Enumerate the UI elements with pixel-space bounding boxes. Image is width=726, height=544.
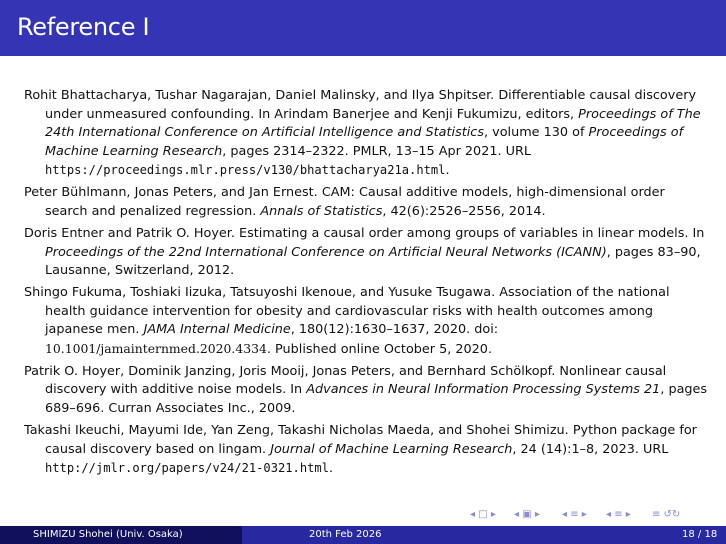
slide-title-bar (0, 0, 726, 56)
frame-prev-icon[interactable]: ◂ □ ▸ (470, 509, 496, 520)
section-icon[interactable]: ◂ ≡ ▸ (606, 509, 631, 520)
slide-footer (0, 526, 726, 544)
reference-list (24, 87, 708, 482)
reference-url[interactable]: http://jmlr.org/papers/v24/21-0321.html (45, 461, 329, 476)
footer-date: 20th Feb 2026 (309, 529, 382, 540)
reference-url[interactable]: https://proceedings.mlr.press/v130/bhattacharya21a.html (45, 163, 446, 178)
reference-entry: Shingo Fukuma, Toshiaki Iizuka, Tatsuyoshi Ikenoue, and Yusuke Tsugawa. Association of the national health guidance intervention for obesity and cardiovascular risks with health outcomes among japanese men. JAMA Internal Medicine, 180(12):1630–1637, 2020. doi: 10.1001/jamainternmed.2020.4334. Published online October 5, 2020. (24, 285, 670, 357)
reference-entry: Patrik O. Hoyer, Dominik Janzing, Joris Mooij, Jonas Peters, and Bernhard Schölkopf. Nonlinear causal discovery with additive noise models. In Advances in Neural Information Processing Systems 21, pages 689–696. Curran Associates Inc., 2009. (24, 363, 708, 417)
frame-next-icon[interactable]: ◂ ▣ ▸ (514, 509, 540, 520)
reference-doi[interactable]: 10.1001/jamainternmed.2020.4334 (45, 340, 267, 356)
reference-entry: Rohit Bhattacharya, Tushar Nagarajan, Daniel Malinsky, and Ilya Shpitser. Differentiable causal discovery under unmeasured confounding. In Arindam Banerjee and Kenji Fukumizu, editors, Proceedings of The 24th International Conference on Artificial Intelligence and Statistics, volume 130 of Proceedings of Machine Learning Research, pages 2314–2322. PMLR, 13–15 Apr 2021. URL https://proceedings.mlr.press/v130/bhattacharya21a.html. (24, 88, 701, 179)
slide-title: Reference I (17, 13, 150, 41)
beamer-navigation (470, 509, 720, 523)
zoom-icon[interactable]: ≡ ↺↻ (652, 509, 681, 520)
footer-author: SHIMIZU Shohei (Univ. Osaka) (33, 529, 183, 540)
reference-entry: Takashi Ikeuchi, Mayumi Ide, Yan Zeng, Takashi Nicholas Maeda, and Shohei Shimizu. Python package for causal discovery based on lingam. Journal of Machine Learning Research, 24 (14):1–8, 2023. URL http://jmlr.org/papers/v24/21-0321.html. (24, 423, 697, 477)
footer-page-number: 18 / 18 (682, 529, 718, 540)
reference-entry: Peter Bühlmann, Jonas Peters, and Jan Ernest. CAM: Causal additive models, high-dimensional order search and penalized regression. Annals of Statistics, 42(6):2526–2556, 2014. (24, 185, 665, 219)
reference-entry: Doris Entner and Patrik O. Hoyer. Estimating a causal order among groups of variables in linear models. In Proceedings of the 22nd International Conference on Artificial Neural Networks (ICANN), pages 83–90, Lausanne, Switzerland, 2012. (24, 225, 705, 279)
subsection-icon[interactable]: ◂ ≡ ▸ (562, 509, 587, 520)
